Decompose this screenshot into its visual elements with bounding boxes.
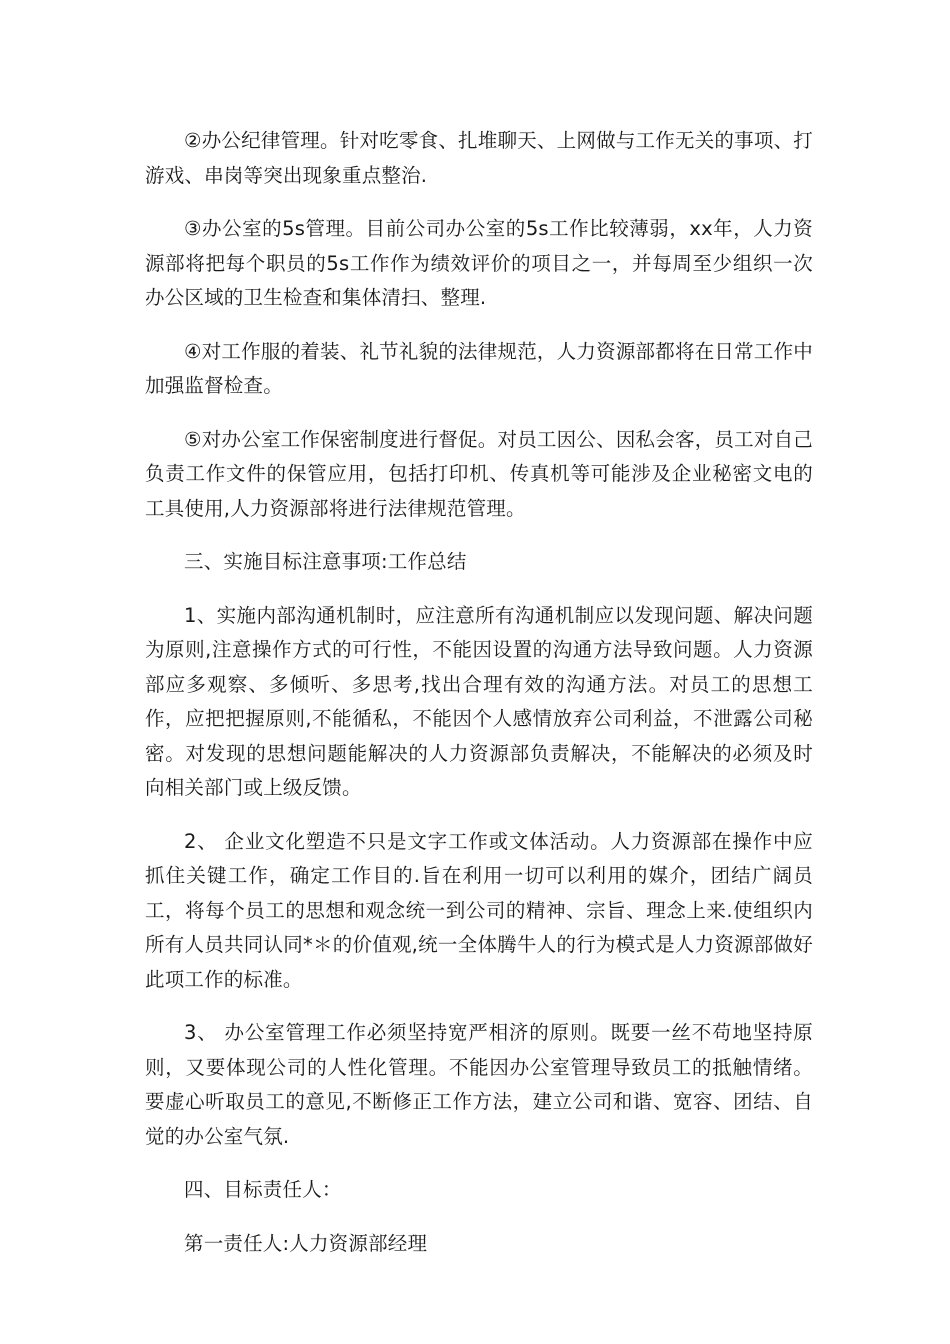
document-page bbox=[145, 124, 813, 1280]
section-heading-responsible-person: 四、目标责任人： bbox=[184, 1178, 342, 1201]
section-heading-implementation-notes: 三、实施目标注意事项:工作总结 bbox=[184, 550, 467, 573]
paragraph-office-management-principle: 3、 办公室管理工作必须坚持宽严相济的原则。既要一丝不苟地坚持原则，又要体现公司的人性化管理。不能因办公室管理导致员工的抵触情绪。要虚心听取员工的意见,不断修正工作方法，建立公司和谐、宽容、团结、自觉的办公室气氛. bbox=[145, 1021, 813, 1148]
paragraph-5s-management: ③办公室的5s管理。目前公司办公室的5s工作比较薄弱，xx年，人力资源部将把每个职员的5s工作作为绩效评价的项目之一，并每周至少组织一次办公区域的卫生检查和集体清扫、整理. bbox=[145, 217, 813, 309]
paragraph-first-responsible: 第一责任人:人力资源部经理 bbox=[184, 1231, 428, 1255]
paragraph-communication-mechanism: 1、实施内部沟通机制时，应注意所有沟通机制应以发现问题、解决问题为原则,注意操作方式的可行性，不能因设置的沟通方法导致问题。人力资源部应多观察、多倾听、多思考,找出合理有效的沟通方法。对员工的思想工作，应把把握原则,不能循私，不能因个人感情放弃公司利益，不泄露公司秘密。对发现的思想问题能解决的人力资源部负责解决，不能解决的必须及时向相关部门或上级反馈。 bbox=[145, 603, 813, 799]
paragraph-corporate-culture: 2、 企业文化塑造不只是文字工作或文体活动。人力资源部在操作中应抓住关键工作，确定工作目的.旨在利用一切可以利用的媒介，团结广阔员工，将每个员工的思想和观念统一到公司的精神、宗旨、理念上来.使组织内所有人员共同认同*＊的价值观,统一全体腾牛人的行为模式是人力资源部做好此项工作的标准。 bbox=[145, 829, 813, 991]
paragraph-confidentiality: ⑤对办公室工作保密制度进行督促。对员工因公、因私会客，员工对自己负责工作文件的保管应用，包括打印机、传真机等可能涉及企业秘密文电的工具使用,人力资源部将进行法律规范管理。 bbox=[145, 427, 813, 520]
paragraph-office-discipline: ②办公纪律管理。针对吃零食、扎堆聊天、上网做与工作无关的事项、打游戏、串岗等突出现象重点整治. bbox=[145, 129, 813, 187]
paragraph-dress-code: ④对工作服的着装、礼节礼貌的法律规范，人力资源部都将在日常工作中加强监督检查。 bbox=[145, 339, 813, 397]
